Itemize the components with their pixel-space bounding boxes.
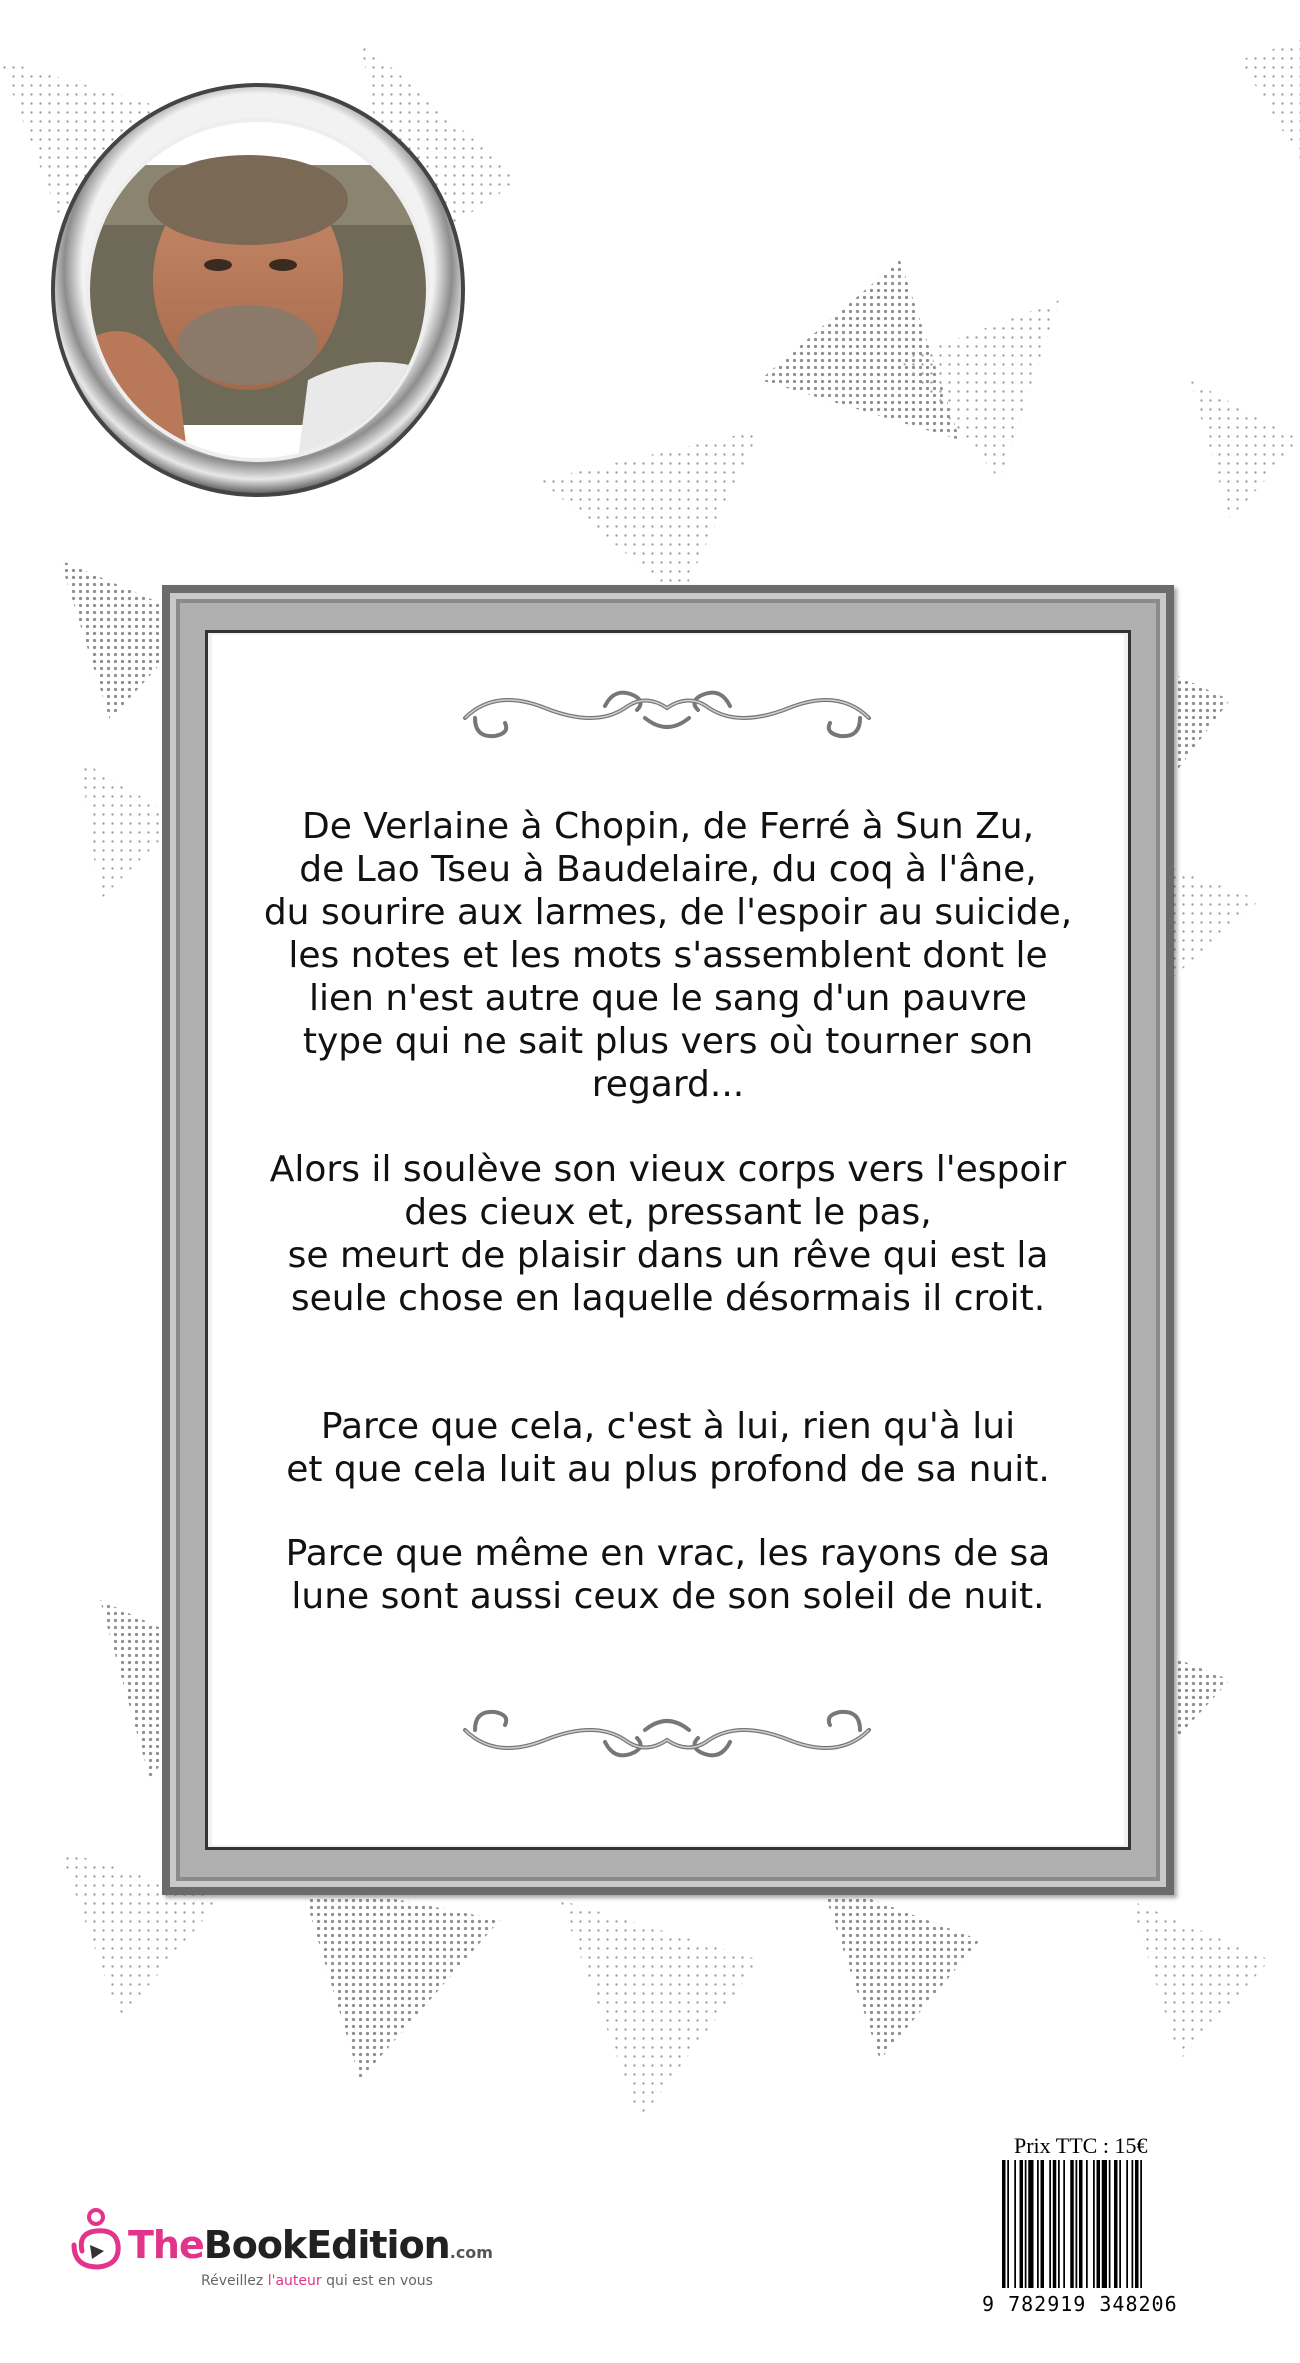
blurb-line: De Verlaine à Chopin, de Ferré à Sun Zu, bbox=[301, 806, 1035, 847]
publisher-name bbox=[128, 2223, 493, 2267]
blurb-line: type qui ne sait plus vers où tourner son bbox=[302, 1021, 1034, 1062]
blurb-line: lune sont aussi ceux de son soleil de nuit. bbox=[291, 1576, 1045, 1617]
blurb-line: se meurt de plaisir dans un rêve qui est la bbox=[287, 1235, 1049, 1276]
blurb-paragraph-2 bbox=[205, 1148, 1131, 1320]
publisher-tagline bbox=[201, 2273, 433, 2289]
publisher-logo-icon bbox=[66, 2205, 126, 2275]
tagline-accent: l'auteur bbox=[267, 2273, 322, 2289]
blurb-line: les notes et les mots s'assemblent dont le bbox=[288, 935, 1048, 976]
publisher-logo bbox=[66, 2195, 493, 2315]
blurb-line: Parce que cela, c'est à lui, rien qu'à lui bbox=[320, 1406, 1016, 1447]
tagline-start: Réveillez bbox=[201, 2273, 268, 2289]
blurb-line: et que cela luit au plus profond de sa nuit. bbox=[286, 1449, 1050, 1490]
blurb-paragraph-3 bbox=[205, 1405, 1131, 1491]
blurb-line: Alors il soulève son vieux corps vers l'espoir bbox=[269, 1149, 1067, 1190]
ornament-flourish-icon bbox=[455, 1700, 880, 1770]
blurb-line: Parce que même en vrac, les rayons de sa bbox=[285, 1533, 1051, 1574]
isbn-number: 9 782919 348206 bbox=[982, 2292, 1178, 2316]
ornament-flourish-icon bbox=[455, 678, 880, 748]
blurb-line: lien n'est autre que le sang d'un pauvre bbox=[309, 978, 1027, 1019]
blurb-line: des cieux et, pressant le pas, bbox=[404, 1192, 932, 1233]
price-label: Prix TTC : 15€ bbox=[1014, 2133, 1148, 2158]
blurb-line: de Lao Tseu à Baudelaire, du coq à l'âne, bbox=[299, 849, 1037, 890]
blurb-line: seule chose en laquelle désormais il croit. bbox=[290, 1278, 1046, 1319]
publisher-name-prefix: The bbox=[128, 2223, 204, 2267]
author-portrait-medallion bbox=[48, 80, 468, 500]
blurb-paragraph-4 bbox=[205, 1532, 1131, 1618]
tagline-end: qui est en vous bbox=[321, 2273, 433, 2289]
publisher-name-main: BookEdition bbox=[203, 2223, 450, 2267]
barcode-icon bbox=[998, 2160, 1198, 2290]
publisher-name-suffix: .com bbox=[449, 2243, 493, 2262]
blurb-line: regard... bbox=[591, 1064, 745, 1105]
blurb-paragraph-1 bbox=[205, 805, 1131, 1106]
blurb-line: du sourire aux larmes, de l'espoir au suicide, bbox=[263, 892, 1073, 933]
